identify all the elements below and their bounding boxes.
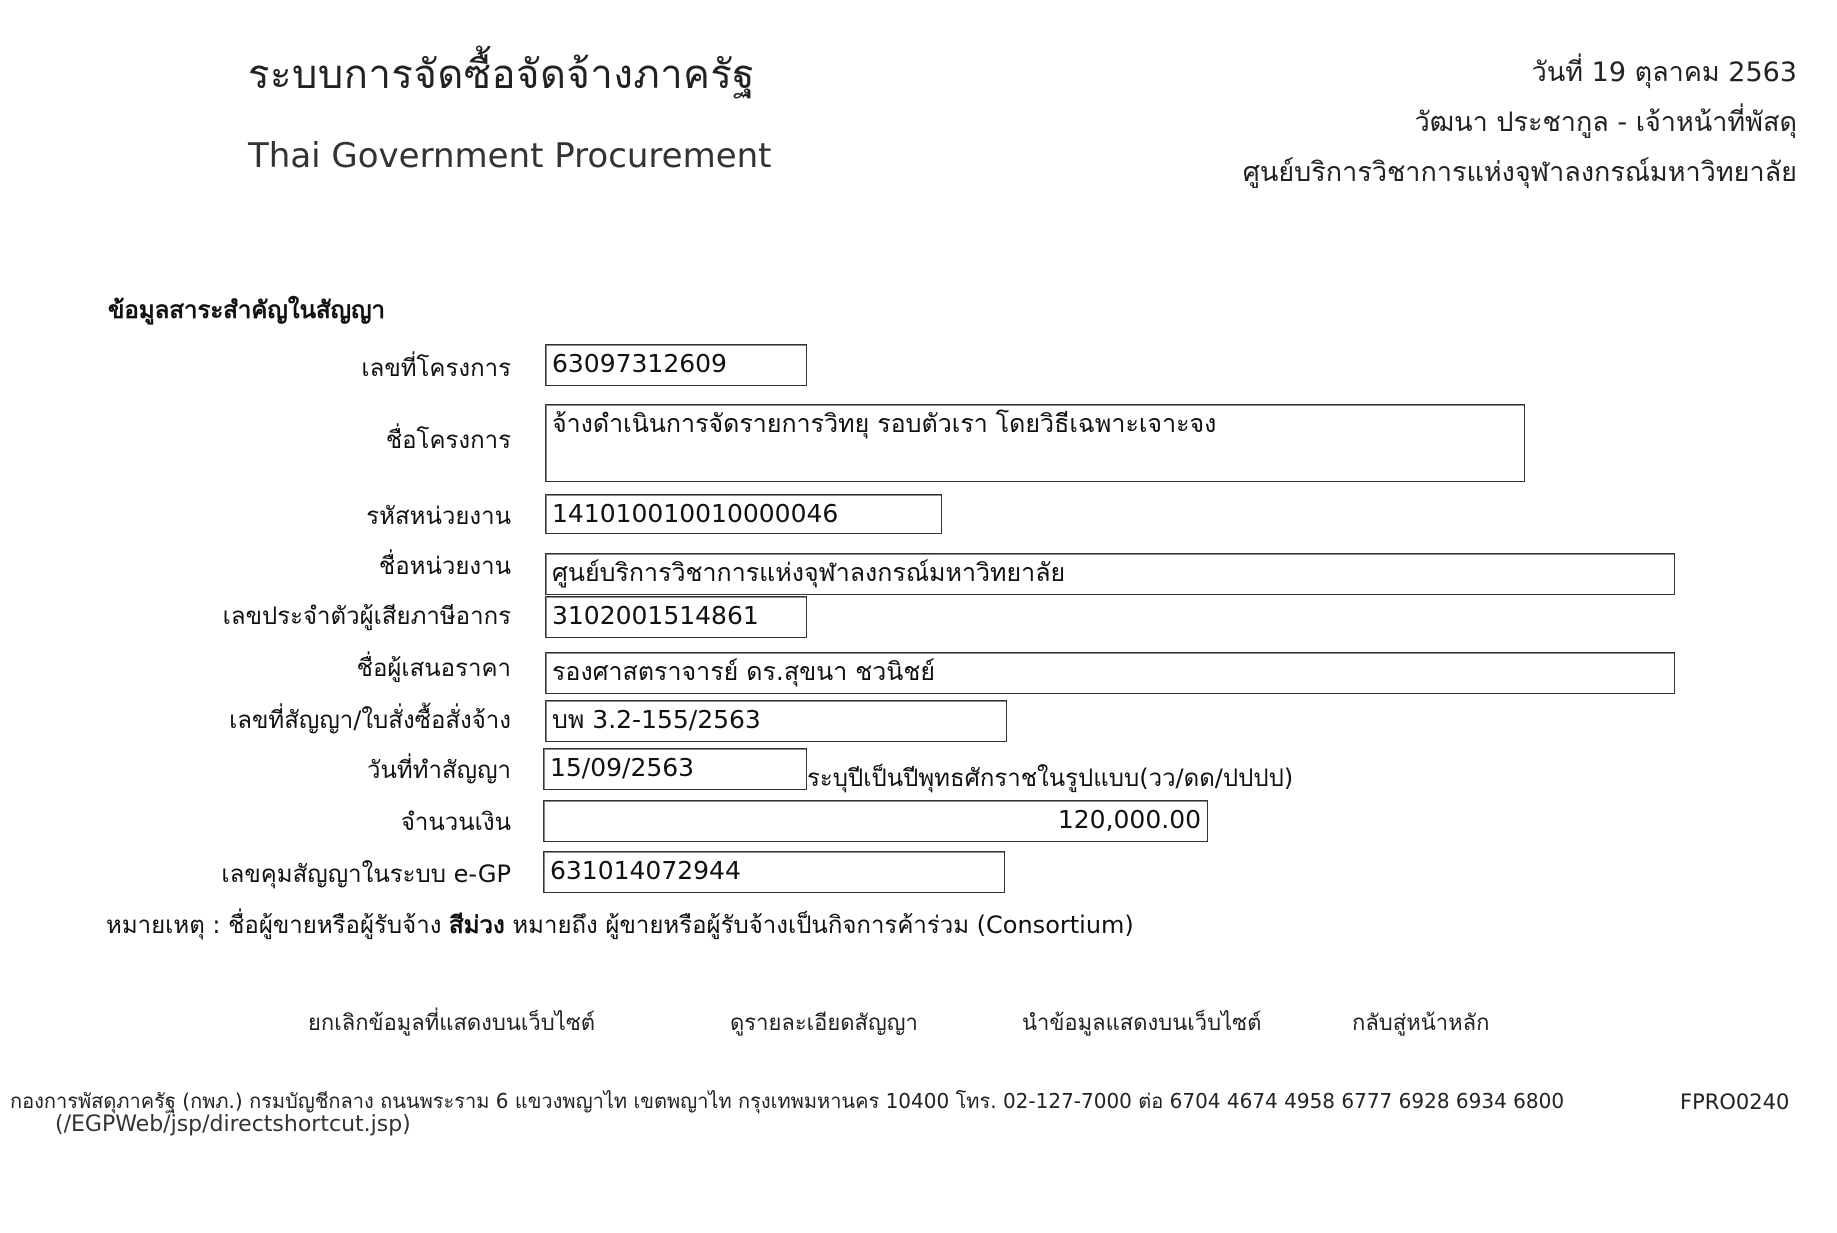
footer-address: กองการพัสดุภาครัฐ (กพภ.) กรมบัญชีกลาง ถนนพระราม 6 แขวงพญาไท เขตพญาไท กรุงเทพมหานคร 10400 โทร. 02-127-7000 ต่อ 6704 4674 4958 6777 6928 6934 6800	[10, 1089, 1565, 1113]
project-name-label: ชื่อโครงการ	[385, 426, 511, 454]
back-to-home-button[interactable]: กลับสู่หน้าหลัก	[1352, 1011, 1490, 1036]
project-name-field[interactable]: จ้างดำเนินการจัดรายการวิทยุ รอบตัวเรา โดยวิธีเฉพาะเจาะจง	[545, 404, 1525, 482]
note-prefix: หมายเหตุ : ชื่อผู้ขายหรือผู้รับจ้าง	[106, 911, 450, 939]
footer-page-code: FPRO0240	[1680, 1090, 1790, 1114]
agency-name-label: ชื่อหน่วยงาน	[378, 552, 511, 580]
publish-to-website-button[interactable]: นำข้อมูลแสดงบนเว็บไซต์	[1022, 1011, 1262, 1036]
bidder-name-field[interactable]: รองศาสตราจารย์ ดร.สุขนา ชวนิชย์	[545, 652, 1675, 694]
egp-no-field[interactable]: 631014072944	[543, 851, 1005, 893]
agency-code-label: รหัสหน่วยงาน	[366, 502, 511, 530]
tax-id-label: เลขประจำตัวผู้เสียภาษีอากร	[222, 602, 511, 630]
header-user: วัฒนา ประชากูล - เจ้าหน้าที่พัสดุ	[1414, 107, 1797, 138]
project-no-field[interactable]: 63097312609	[545, 344, 807, 386]
note-highlight: สีม่วง	[449, 911, 505, 939]
agency-name-field[interactable]: ศูนย์บริการวิชาการแห่งจุฬาลงกรณ์มหาวิทยาลัย	[545, 553, 1675, 595]
footer-path: (/EGPWeb/jsp/directshortcut.jsp)	[55, 1112, 411, 1137]
agency-code-field[interactable]: 141010010010000046	[545, 494, 942, 534]
bidder-name-label: ชื่อผู้เสนอราคา	[356, 654, 511, 682]
view-contract-details-button[interactable]: ดูรายละเอียดสัญญา	[730, 1011, 918, 1036]
system-title-th: ระบบการจัดซื้อจัดจ้างภาครัฐ	[248, 52, 755, 98]
amount-label: จำนวนเงิน	[400, 808, 511, 836]
amount-field[interactable]: 120,000.00	[543, 800, 1208, 842]
cancel-display-button[interactable]: ยกเลิกข้อมูลที่แสดงบนเว็บไซต์	[308, 1011, 596, 1036]
tax-id-field[interactable]: 3102001514861	[545, 596, 807, 638]
note	[106, 905, 1134, 944]
egp-no-label: เลขคุมสัญญาในระบบ e-GP	[221, 860, 511, 888]
system-title-en: Thai Government Procurement	[248, 136, 772, 176]
contract-date-label: วันที่ทำสัญญา	[366, 756, 511, 784]
contract-date-hint: ระบุปีเป็นปีพุทธศักราชในรูปแบบ(วว/ดด/ปปปป)	[807, 764, 1294, 792]
header-organization: ศูนย์บริการวิชาการแห่งจุฬาลงกรณ์มหาวิทยาลัย	[1242, 157, 1797, 188]
project-no-label: เลขที่โครงการ	[361, 354, 511, 382]
contract-date-field[interactable]: 15/09/2563	[543, 748, 807, 790]
section-title: ข้อมูลสาระสำคัญในสัญญา	[108, 296, 386, 324]
contract-no-label: เลขที่สัญญา/ใบสั่งซื้อสั่งจ้าง	[229, 706, 511, 734]
contract-no-field[interactable]: บพ 3.2-155/2563	[545, 700, 1007, 742]
header-date: วันที่ 19 ตุลาคม 2563	[1531, 57, 1797, 88]
note-suffix: หมายถึง ผู้ขายหรือผู้รับจ้างเป็นกิจการค้าร่วม (Consortium)	[504, 911, 1134, 939]
